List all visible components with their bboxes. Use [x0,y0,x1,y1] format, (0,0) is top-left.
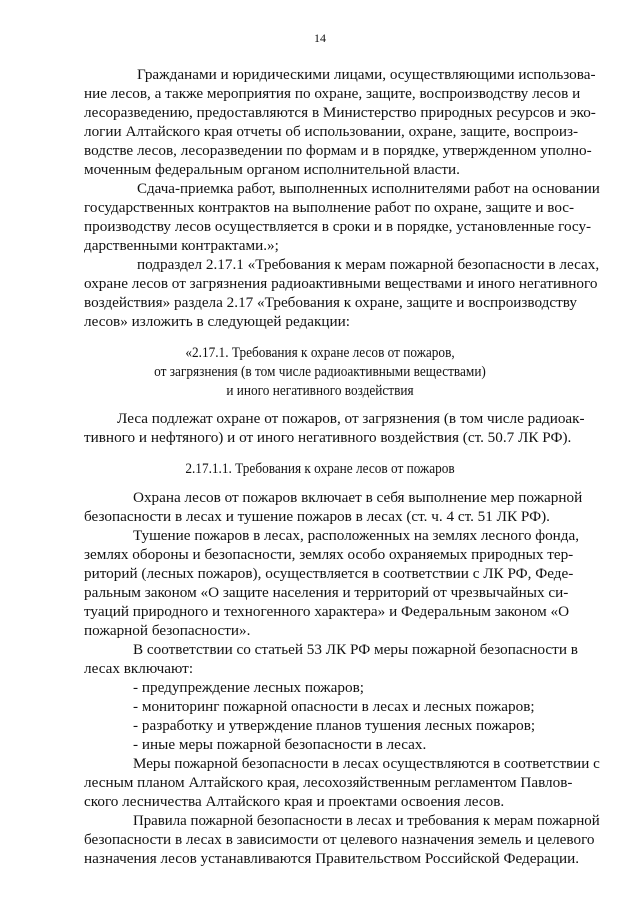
text-line: воздействия» раздела 2.17 «Требования к охране, защите и воспроизводству [84,294,577,311]
text-line: Меры пожарной безопасности в лесах осуществляются в соответствии с [133,755,600,772]
text-line: пожарной безопасности». [84,622,251,639]
section-heading: и иного негативного воздействия [226,382,414,399]
text-line: назначения лесов устанавливаются Правительством Российской Федерации. [84,850,580,867]
text-line: Гражданами и юридическими лицами, осуществляющими использова- [137,66,596,83]
text-line: риторий (лесных пожаров), осуществляется в соответствии с ЛК РФ, Феде- [84,565,574,582]
text-line: лесоразведению, предоставляются в Министерство природных ресурсов и эко- [84,104,596,121]
text-line: Сдача-приемка работ, выполненных исполнителями работ на основании [137,180,600,197]
list-item: - разработку и утверждение планов тушения лесных пожаров; [133,717,536,734]
text-line: моченным федеральным органом исполнительной власти. [84,161,460,178]
subsection-heading: 2.17.1.1. Требования к охране лесов от пожаров [185,460,455,477]
list-item: - мониторинг пожарной опасности в лесах и лесных пожаров; [133,698,535,715]
text-line: логии Алтайского края отчеты об использовании, охране, защите, воспроиз- [84,123,579,140]
text-line: подраздел 2.17.1 «Требования к мерам пожарной безопасности в лесах, [137,256,600,273]
text-line: ского лесничества Алтайского края и проектами освоения лесов. [84,793,505,810]
text-line: ральным законом «О защите населения и территорий от чрезвычайных си- [84,584,569,601]
text-line: безопасности в лесах и тушение пожаров в лесах (ст. ч. 4 ст. 51 ЛК РФ). [84,508,550,525]
list-item: - предупреждение лесных пожаров; [133,679,364,696]
text-line: В соответствии со статьей 53 ЛК РФ меры пожарной безопасности в [133,641,578,658]
text-line: тивного и нефтяного) и от иного негативного воздействия (ст. 50.7 ЛК РФ). [84,429,572,446]
text-line: государственных контрактов на выполнение работ по охране, защите и вос- [84,199,575,216]
text-line: Леса подлежат охране от пожаров, от загрязнения (в том числе радиоак- [117,410,585,427]
text-line: лесным планом Алтайского края, лесохозяйственным регламентом Павлов- [84,774,573,791]
text-line: охране лесов от загрязнения радиоактивными веществами и иного негативного [84,275,598,292]
section-heading: от загрязнения (в том числе радиоактивными веществами) [154,363,486,380]
text-line: лесах включают: [84,660,194,677]
text-line: Тушение пожаров в лесах, расположенных на землях лесного фонда, [133,527,580,544]
text-line: дарственными контрактами.»; [84,237,279,254]
list-item: - иные меры пожарной безопасности в лесах. [133,736,427,753]
text-line: Правила пожарной безопасности в лесах и требования к мерам пожарной [133,812,600,829]
page-number: 14 [314,31,326,45]
text-line: ние лесов, а также мероприятия по охране, защите, воспроизводству лесов и [84,85,581,102]
text-line: водстве лесов, лесоразведении по формам и в порядке, утвержденном уполно- [84,142,592,159]
text-line: производству лесов осуществляется в сроки и в порядке, установленные госу- [84,218,592,235]
text-line: землях обороны и безопасности, землях особо охраняемых природных тер- [84,546,574,563]
text-line: туаций природного и техногенного характера» и Федеральным законом «О [84,603,570,620]
text-line: лесов» изложить в следующей редакции: [84,313,350,330]
text-line: безопасности в лесах в зависимости от целевого назначения земель и целевого [84,831,595,848]
text-line: Охрана лесов от пожаров включает в себя выполнение мер пожарной [133,489,583,506]
section-heading: «2.17.1. Требования к охране лесов от пожаров, [185,344,455,361]
